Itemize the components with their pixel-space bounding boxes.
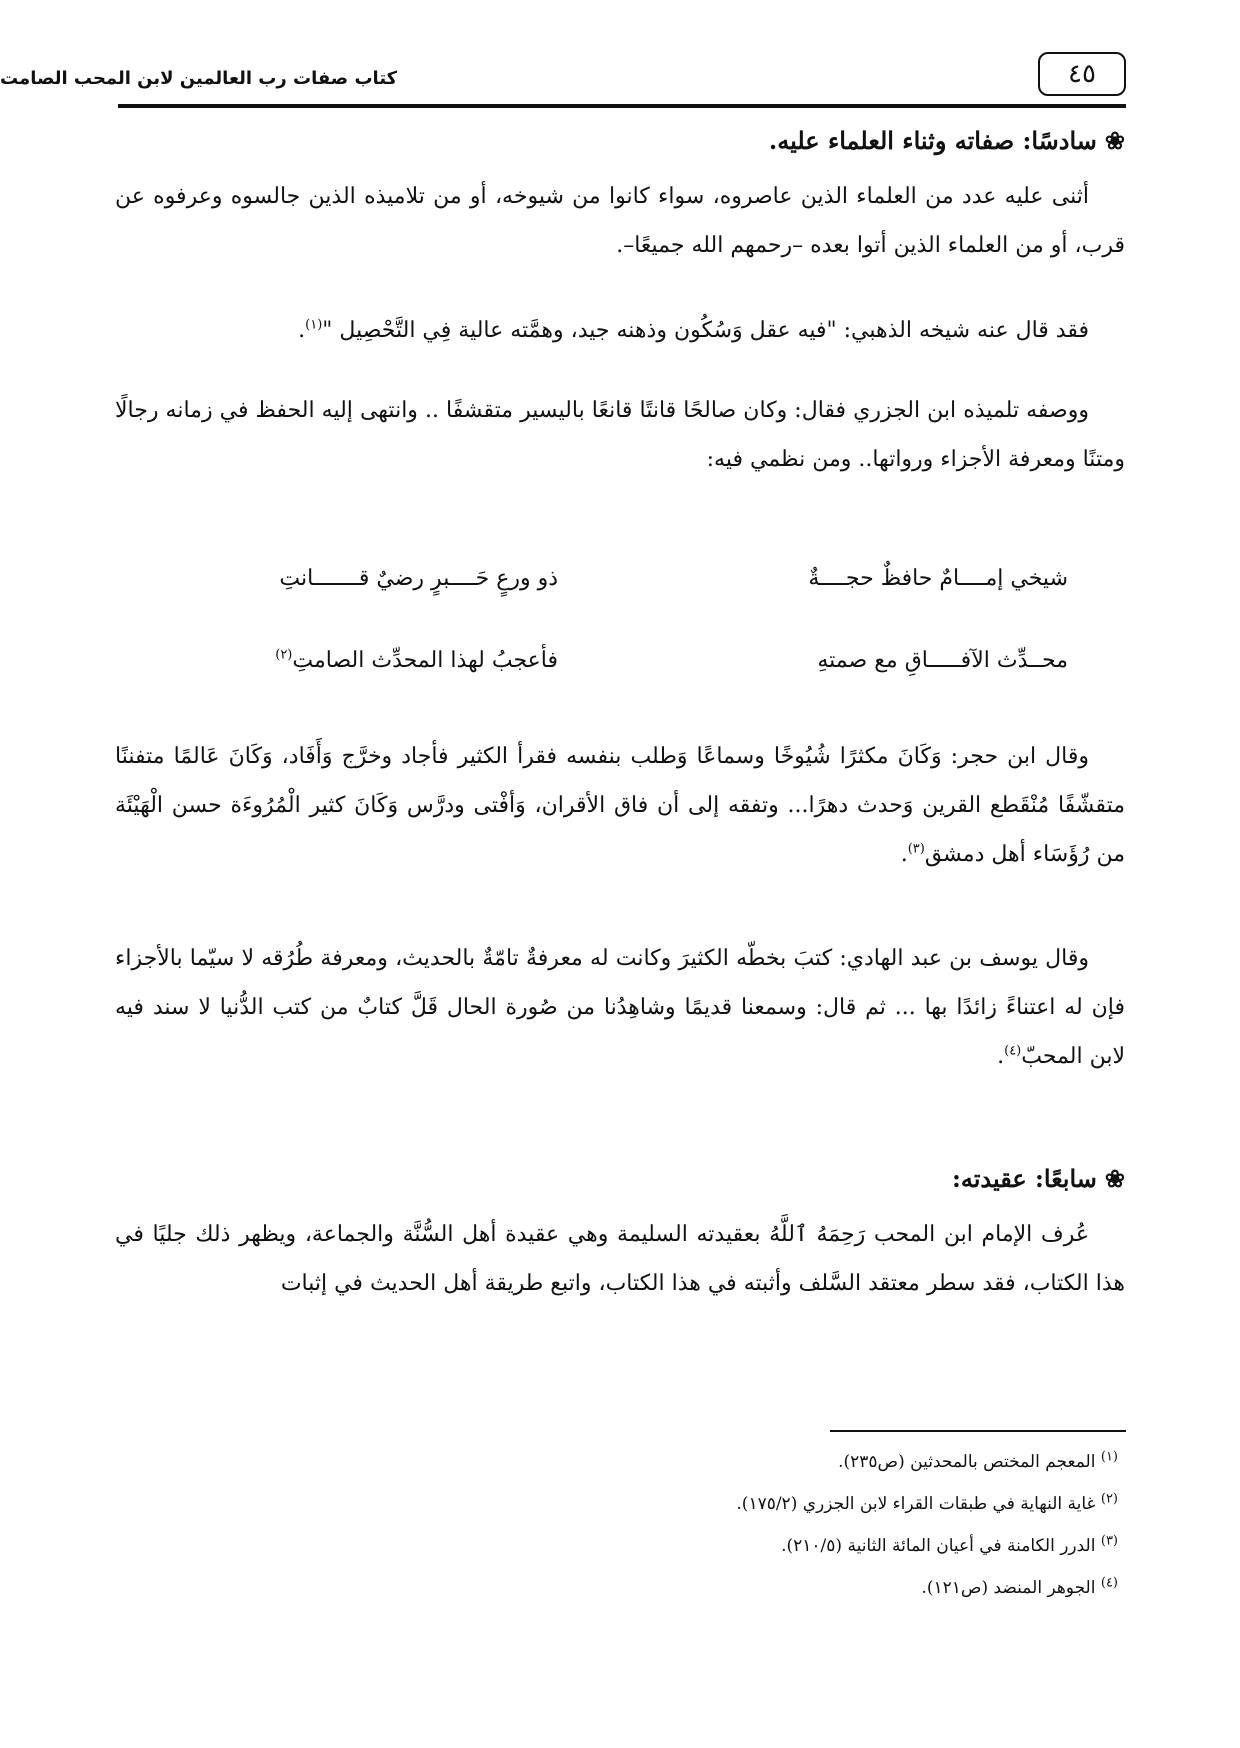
yusuf-end: . [997,1044,1005,1069]
jazari-paragraph: ووصفه تلميذه ابن الجزري فقال: وكان صالحًا قانتًا قانعًا باليسير متقشفًا .. وانتهى إليه الحفظ في زمانه رجالًا ومتنًا ومعرفة الأجزاء ورواتها.. ومن نظمي فيه: [115,398,1125,472]
poem-verse-1-second-hemistich: ذو ورعٍ حَــــبرٍ رضيٌ قـــــــانتِ [279,566,558,591]
page-number: ٤٥ [1068,59,1096,89]
footnote-ref-4[interactable]: (٤) [1004,1043,1022,1059]
poem-verse-2-second-text: فأعجبُ لهذا المحدِّث الصامتِ [292,648,558,673]
footnote-separator [830,1430,1126,1432]
footnote-mark: (٤) [1100,1575,1118,1591]
ibn-hajar-text: وقال ابن حجر: وَكَانَ مكثرًا شُيُوخًا وسماعًا وَطلب بنفسه فقرأ الكثير فأجاد وخرَّج وَأَفَاد، وَكَانَ عَالمًا متفننًا متقشّفًا مُنْقَطع القرين وَحدث دهرًا... وتفقه إلى أن فاق الأقران، وَأفْتى ودرَّس وَكَانَ كثير الْمُرُوءَة حسن الْهَيْئَة من رُؤَسَاء أهل دمشق [115,744,1125,867]
creed-paragraph: عُرف الإمام ابن المحب رَحِمَهُ ٱللَّهُ بعقيدته السليمة وهي عقيدة أهل السُّنَّة والجماعة، ويظهر ذلك جليًا في هذا الكتاب، فقد سطر معتقد السَّلف وأثبته في هذا الكتاب، واتبع طريقة أهل الحديث في إثبات [115,1222,1125,1296]
header-rule [118,104,1126,108]
poem-verse-2-first-hemistich: محــدِّث الآفـــــاقِ مع صمتهِ [817,648,1068,673]
poem-verse-1-first-hemistich: شيخي إمــــامٌ حافظٌ حجــــةٌ [808,566,1068,591]
footnote-ref-1[interactable]: (١) [305,317,323,333]
yusuf-paragraph [115,934,1125,1081]
dhahabi-end: . [298,318,306,343]
footnote-mark: (٢) [1100,1491,1118,1507]
dhahabi-text: فقد قال عنه شيخه الذهبي: "فيه عقل وَسُكُون وذهنه جيد، وهمَّته عالية فِي التَّحْصِيل " [322,318,1089,343]
ibn-hajar-paragraph [115,732,1125,879]
footnote-3 [781,1533,1118,1556]
flower-ornament-icon: ❀ [1104,126,1125,155]
dhahabi-paragraph [115,306,1125,355]
intro-paragraph: أثنى عليه عدد من العلماء الذين عاصروه، سواء كانوا من شيوخه، أو من تلاميذه الذين جالسوه وعرفوه عن قرب، أو من العلماء الذين أتوا بعده –رحمهم الله جميعًا–. [115,184,1125,258]
footnote-mark: (٣) [1100,1533,1118,1549]
footnote-text: المعجم المختص بالمحدثين (ص٢٣٥). [838,1452,1096,1472]
flower-ornament-icon: ❀ [1104,1164,1125,1193]
page-number-box [1038,52,1126,96]
footnote-mark: (١) [1100,1449,1118,1465]
running-title: كتاب صفات رب العالمين لابن المحب الصامت [0,68,398,89]
footnote-1 [838,1449,1118,1472]
section-heading-sixth [115,126,1125,155]
section-heading-text: سابعًا: عقيدته: [951,1164,1097,1193]
footnote-text: الدرر الكامنة في أعيان المائة الثانية (٢١٠/٥). [781,1536,1096,1556]
footnote-4 [921,1575,1118,1598]
footnote-text: غاية النهاية في طبقات القراء لابن الجزري (١٧٥/٢). [736,1494,1096,1514]
poem-verse-2-second-hemistich [275,648,558,673]
footnote-2 [736,1491,1118,1514]
section-heading-text: سادسًا: صفاته وثناء العلماء عليه. [768,126,1097,155]
footnote-ref-2[interactable]: (٢) [275,647,293,663]
footnote-text: الجوهر المنضد (ص١٢١). [921,1578,1096,1598]
yusuf-text: وقال يوسف بن عبد الهادي: كتبَ بخطّه الكثيرَ وكانت له معرفةٌ تامّةٌ بالحديث، ومعرفة طُرُقه لا سيّما بالأجزاء فإن له اعتناءً زائدًا بها ... ثم قال: وسمعنا قديمًا وشاهِدُنا من صُورة الحال قَلَّ كتابٌ من كتب الدُّنيا لا سند فيه لابن المحبّ [115,946,1125,1069]
section-heading-seventh [115,1164,1125,1193]
footnote-ref-3[interactable]: (٣) [907,841,925,857]
ibn-hajar-end: . [900,842,908,867]
